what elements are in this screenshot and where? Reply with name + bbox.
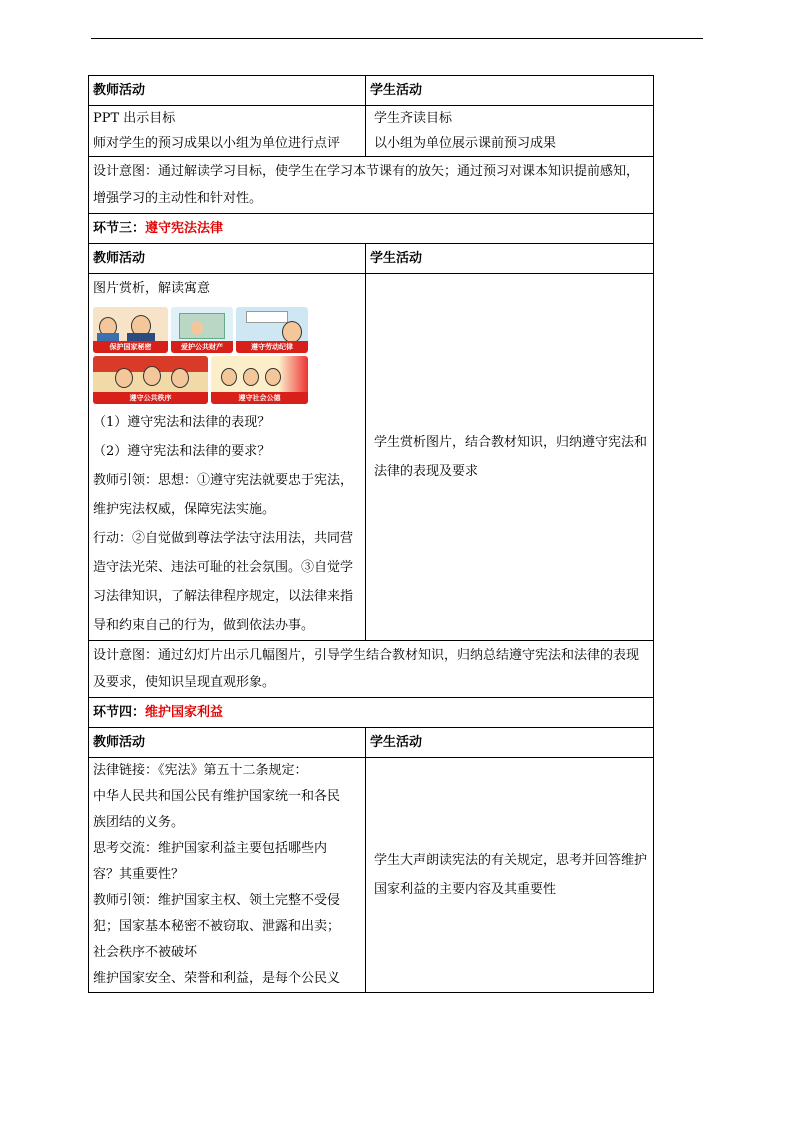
question: （2）遵守宪法和法律的要求？ (93, 444, 271, 459)
teacher-line: PPT 出示目标 (93, 111, 176, 126)
teacher-guide: 教师引领：思想：①遵守宪法就要忠于宪法，维护宪法权威，保障宪法实施。 (93, 473, 354, 517)
design-intent: 设计意图：通过幻灯片出示几幅图片，引导学生结合教材知识，归纳总结遵守宪法和法律的表现及要求，使知识呈现直观形象。 (89, 641, 654, 698)
teacher-activity-cell (89, 758, 366, 993)
lesson-plan-table (88, 75, 654, 993)
caption-5: 遵守社会公德 (211, 392, 308, 404)
section-heading-prefix: 环节三： (93, 221, 146, 236)
caption-1: 保护国家秘密 (93, 341, 168, 353)
student-activity-cell: 学生大声朗读宪法的有关规定，思考并回答维护国家利益的主要内容及其重要性 (366, 758, 654, 993)
col-header-teacher: 教师活动 (89, 728, 366, 758)
section-heading-prefix: 环节四： (93, 705, 146, 720)
intro-text: 图片赏析，解读寓意 (93, 281, 211, 296)
design-intent: 设计意图：通过解读学习目标，使学生在学习本节课有的放矢；通过预习对课本知识提前感知，增强学习的主动性和针对性。 (89, 157, 654, 214)
header-rule (91, 38, 703, 39)
illustration-social-morality (211, 356, 308, 404)
caption-4: 遵守公共秩序 (93, 392, 208, 404)
law-text: 中华人民共和国公民有维护国家统一和各民族团结的义务。 (93, 789, 341, 830)
discussion: 思考交流：维护国家利益主要包括哪些内容？其重要性？ (93, 841, 328, 882)
student-line: 以小组为单位展示课前预习成果 (374, 136, 557, 151)
law-link: 法律链接：《宪法》第五十二条规定： (93, 763, 308, 778)
student-activity-cell: 学生赏析图片，结合教材知识，归纳遵守宪法和法律的表现及要求 (366, 274, 654, 641)
col-header-student: 学生活动 (366, 76, 654, 106)
section-heading-title: 遵守宪法法律 (145, 221, 224, 236)
illustration-public-property (171, 307, 233, 353)
illustration-public-order (93, 356, 208, 404)
illustration-protect-secrets (93, 307, 168, 353)
teacher-guide: 教师引领：维护国家主权、领土完整不受侵犯；国家基本秘密不被窃取、泄露和出卖；社会秩序不被破坏 (93, 893, 341, 960)
section-heading (89, 214, 654, 244)
teacher-activity-cell (89, 106, 366, 157)
section-heading (89, 698, 654, 728)
student-line: 学生齐读目标 (374, 111, 453, 126)
caption-3: 遵守劳动纪律 (236, 341, 308, 353)
col-header-student: 学生活动 (366, 244, 654, 274)
teacher-action: 行动：②自觉做到尊法学法守法用法，共同营造守法光荣、违法可耻的社会氛围。③自觉学习法律知识，了解法律程序规定，以法律来指导和约束自己的行为，做到依法办事。 (93, 531, 354, 633)
teacher-activity-cell (89, 274, 366, 641)
question: （1）遵守宪法和法律的表现？ (93, 415, 271, 430)
illustration-labor-discipline (236, 307, 308, 353)
section-heading-title: 维护国家利益 (145, 705, 224, 720)
col-header-teacher: 教师活动 (89, 76, 366, 106)
teacher-line: 师对学生的预习成果以小组为单位进行点评 (93, 136, 341, 151)
col-header-student: 学生活动 (366, 728, 654, 758)
caption-2: 爱护公共财产 (171, 341, 233, 353)
teacher-guide-cont: 维护国家安全、荣誉和利益，是每个公民义 (93, 971, 341, 986)
student-activity-cell (366, 106, 654, 157)
illustration-collage (93, 307, 308, 404)
col-header-teacher: 教师活动 (89, 244, 366, 274)
